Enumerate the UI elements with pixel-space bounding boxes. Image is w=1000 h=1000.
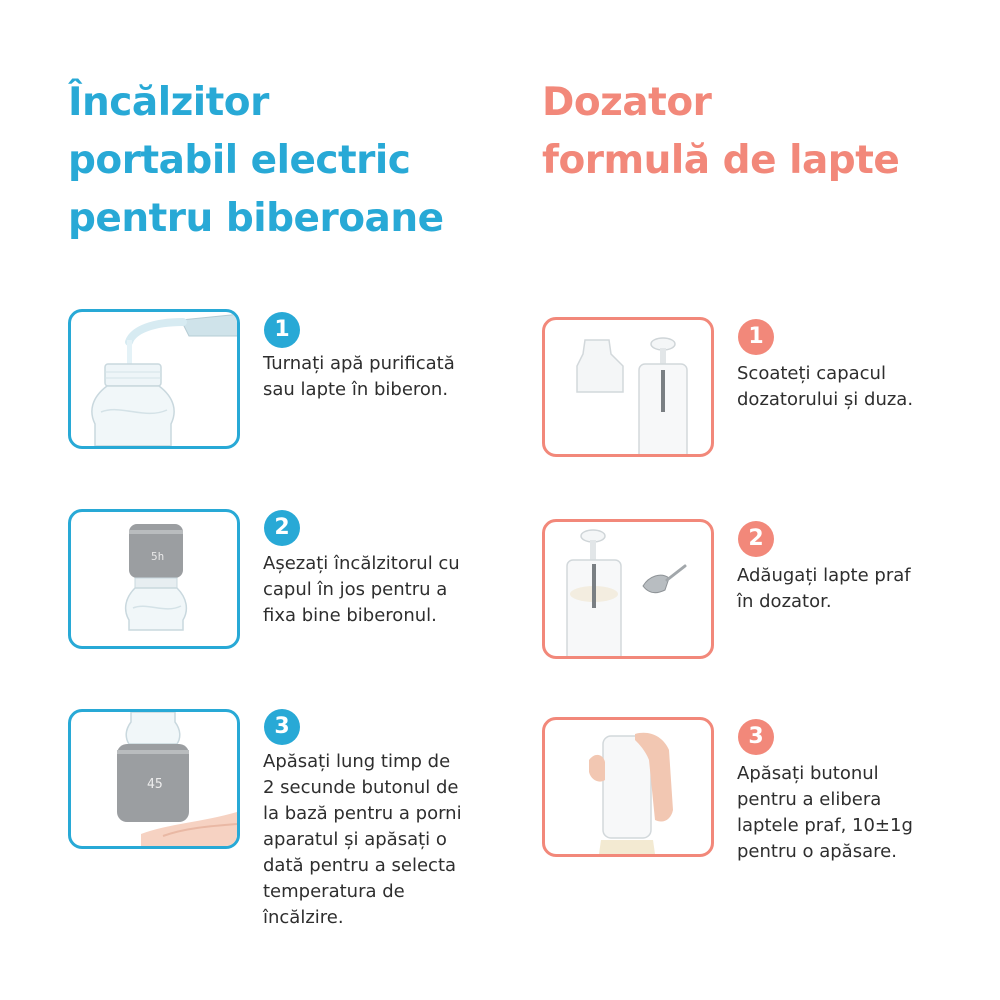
- step-text-line: Apăsați butonul: [737, 763, 879, 784]
- dispenser-title-line: formulă de lapte: [542, 138, 900, 183]
- dispenser-step-3-badge: 3: [738, 719, 774, 755]
- heater-step-1-text: [263, 351, 478, 403]
- heater-display-text: 45: [147, 777, 163, 792]
- heater-step-3-badge: 3: [264, 709, 300, 745]
- step-text-line: pentru o apăsare.: [737, 841, 897, 862]
- step-text-line: dozatorului și duza.: [737, 389, 914, 410]
- dispenser-step-1-badge: 1: [738, 319, 774, 355]
- step-text-line: laptele praf, 10±1g: [737, 815, 913, 836]
- heater-step-1-image: [68, 309, 240, 449]
- dispenser-step-3-image: [542, 717, 714, 857]
- dispenser-step-2-badge: 2: [738, 521, 774, 557]
- dispenser-with-scoop-icon: [545, 522, 711, 656]
- press-dispenser-button-icon: [545, 720, 711, 854]
- step-text-line: în dozator.: [737, 591, 832, 612]
- dispenser-step-3-text: [737, 761, 952, 865]
- step-text-line: fixa bine biberonul.: [263, 605, 437, 626]
- heater-title-line: portabil electric: [68, 138, 411, 183]
- dispenser-title-line: Dozator: [542, 80, 712, 125]
- heater-step-3-image: [68, 709, 240, 849]
- heater-step-2-image: [68, 509, 240, 649]
- step-text-line: sau lapte în biberon.: [263, 379, 449, 400]
- step-text-line: 2 secunde butonul de: [263, 777, 459, 798]
- heater-step-3-text: [263, 749, 478, 931]
- step-text-line: Așezați încălzitorul cu: [263, 553, 460, 574]
- heater-title: [68, 74, 444, 248]
- heater-display-text: 5h: [151, 550, 165, 563]
- dispenser-step-1-text: [737, 361, 952, 413]
- step-text-line: aparatul și apăsați o: [263, 829, 447, 850]
- step-text-line: Turnați apă purificată: [263, 353, 455, 374]
- step-text-line: încălzire.: [263, 907, 344, 928]
- step-text-line: Scoateți capacul: [737, 363, 886, 384]
- dispenser-title: [542, 74, 899, 190]
- step-text-line: la bază pentru a porni: [263, 803, 462, 824]
- dispenser-step-2-text: [737, 563, 952, 615]
- step-text-line: capul în jos pentru a: [263, 579, 448, 600]
- step-text-line: temperatura de: [263, 881, 405, 902]
- press-heater-button-icon: [71, 712, 237, 846]
- dispenser-cap-removed-icon: [545, 320, 711, 454]
- heater-step-2-badge: 2: [264, 510, 300, 546]
- heater-title-line: pentru biberoane: [68, 196, 444, 241]
- heater-step-1-badge: 1: [264, 312, 300, 348]
- heater-on-bottle-icon: [71, 512, 237, 646]
- step-text-line: dată pentru a selecta: [263, 855, 457, 876]
- dispenser-step-1-image: [542, 317, 714, 457]
- dispenser-step-2-image: [542, 519, 714, 659]
- step-text-line: Apăsați lung timp de: [263, 751, 451, 772]
- pouring-water-icon: [71, 312, 237, 446]
- heater-title-line: Încălzitor: [68, 80, 269, 125]
- step-text-line: Adăugați lapte praf: [737, 565, 911, 586]
- step-text-line: pentru a elibera: [737, 789, 882, 810]
- heater-step-2-text: [263, 551, 478, 629]
